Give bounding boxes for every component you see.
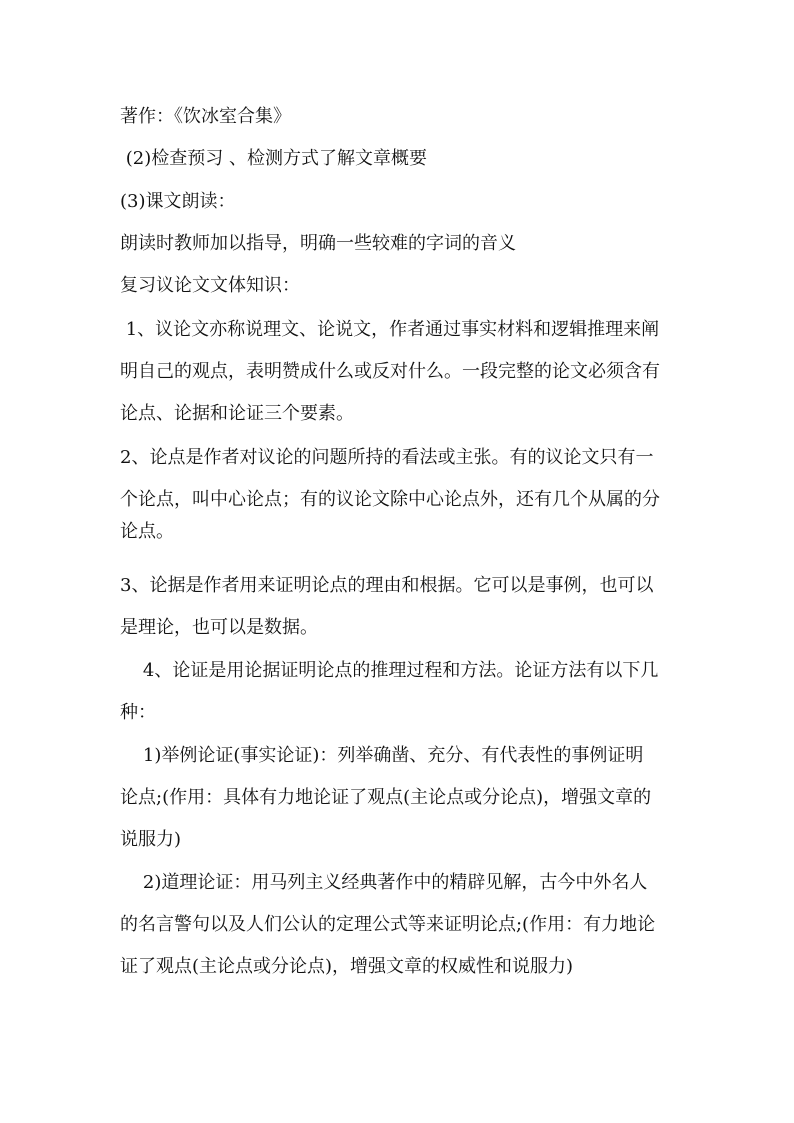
text-line-point-4a: 4、论证是用论据证明论点的推理过程和方法。论证方法有以下几 [120,660,659,681]
text-line-point-3a: 3、论据是作者用来证明论点的理由和根据。它可以是事例，也可以 [120,575,654,596]
text-line-review-heading: 复习议论文文体知识： [120,275,300,296]
text-line-point-1b: 明自己的观点，表明赞成什么或反对什么。一段完整的论文必须含有 [120,361,660,382]
text-line-point-2b: 个论点，叫中心论点；有的议论文除中心论点外，还有几个从属的分 [120,489,660,510]
text-line-point-1a: 1、议论文亦称说理文、论说文，作者通过事实材料和逻辑推理来阐 [120,319,660,340]
text-line-point-3b: 是理论，也可以是数据。 [120,617,318,638]
text-line-reason-argument-a: 2)道理论证：用马列主义经典著作中的精辟见解，古今中外名人 [120,872,648,893]
text-line-example-argument-c: 说服力) [120,829,182,850]
text-line-point-1c: 论点、论据和论证三个要素。 [120,403,354,424]
text-line-author-work: 著作：《饮冰室合集》 [120,106,291,127]
text-line-point-4b: 种： [120,702,156,723]
text-line-reading-guidance: 朗读时教师加以指导，明确一些较难的字词的音义 [120,233,516,254]
text-line-reading-heading: (3)课文朗读： [120,191,236,212]
text-line-example-argument-b: 论点;(作用：具体有力地论证了观点(主论点或分论点)，增强文章的 [120,787,652,808]
text-line-point-2c: 论点。 [120,521,174,542]
text-line-preview-check: (2)检查预习 、检测方式了解文章概要 [120,148,427,169]
text-line-example-argument-a: 1)举例论证(事实论证)：列举确凿、充分、有代表性的事例证明 [120,745,644,766]
text-line-reason-argument-b: 的名言警句以及人们公认的定理公式等来证明论点;(作用：有力地论 [120,914,656,935]
text-line-reason-argument-c: 证了观点(主论点或分论点)，增强文章的权威性和说服力) [120,956,574,977]
text-line-point-2a: 2、论点是作者对议论的问题所持的看法或主张。有的议论文只有一 [120,447,654,468]
